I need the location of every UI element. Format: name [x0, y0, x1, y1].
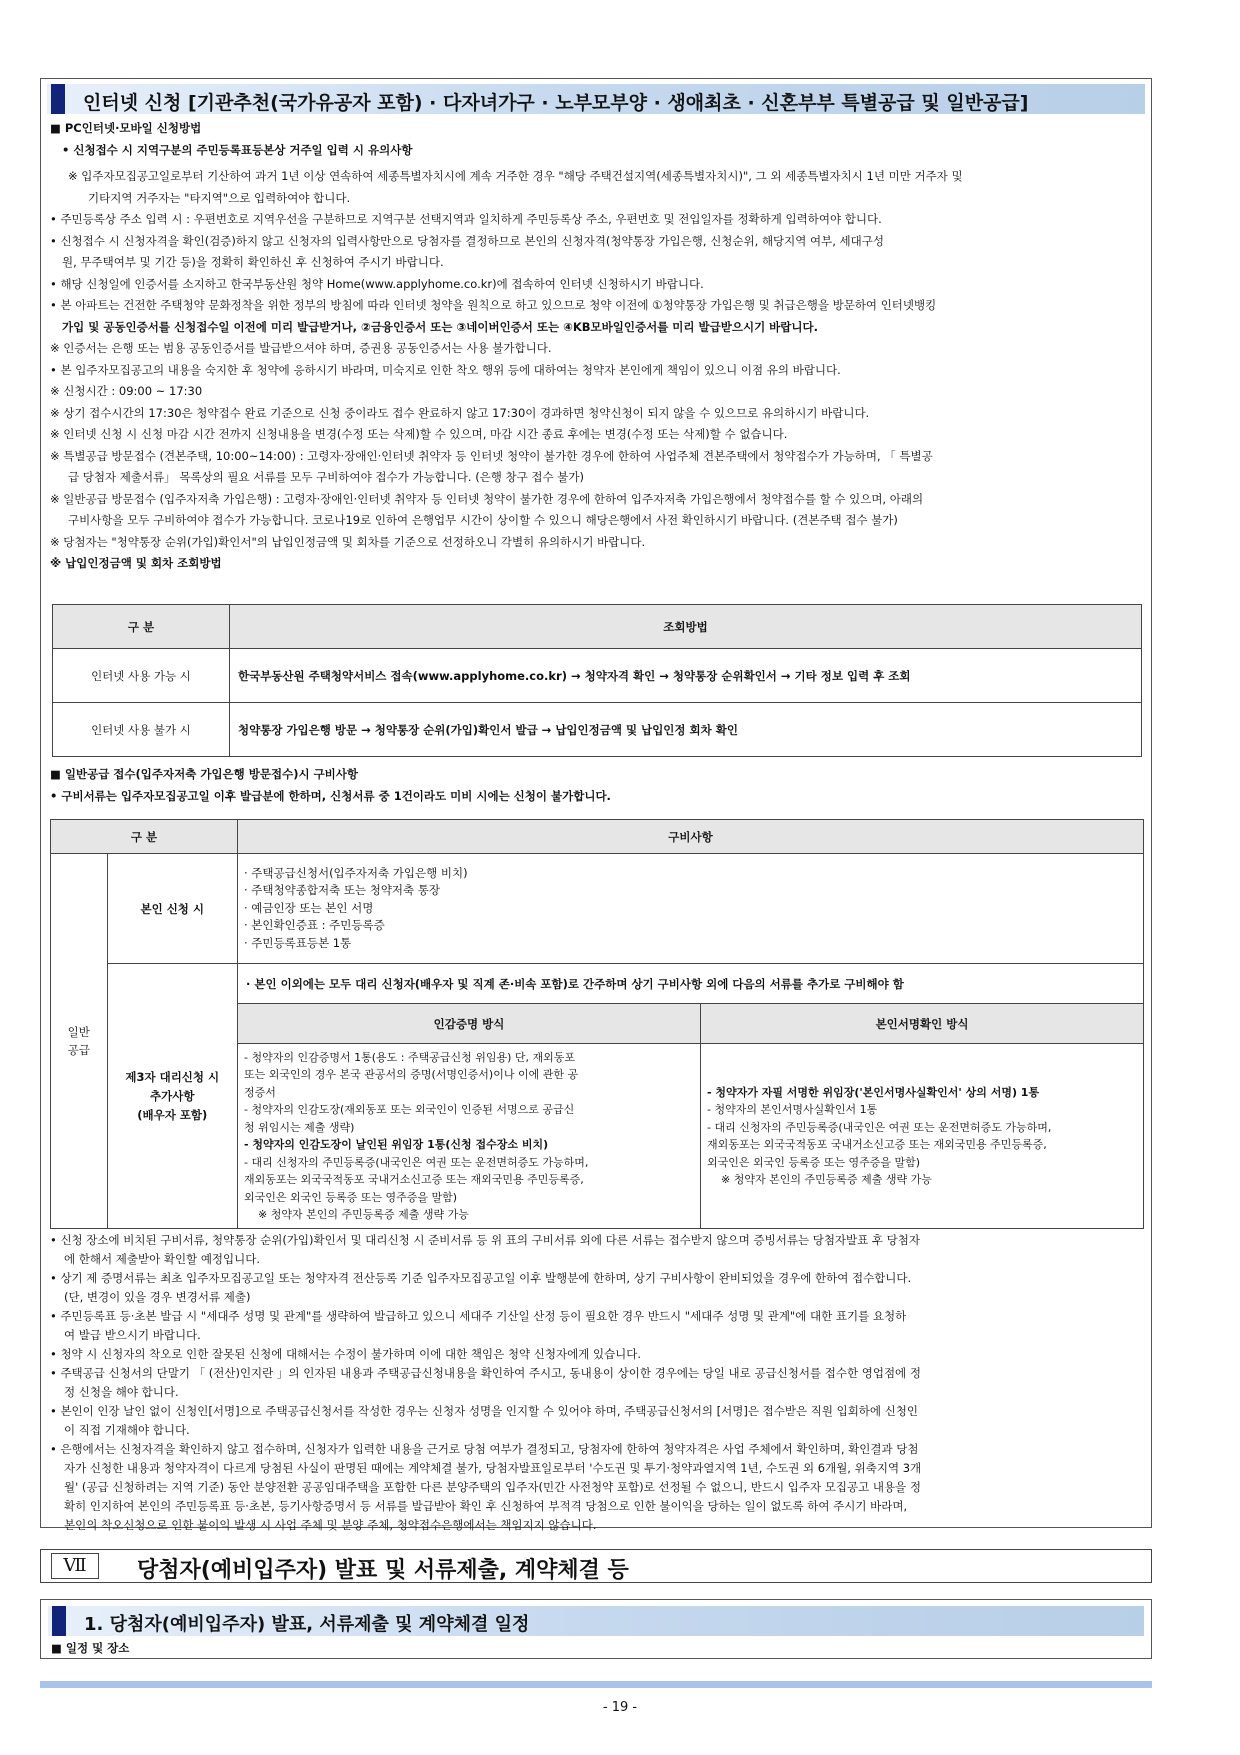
line-11: ※ 신청시간 : 09:00 ~ 17:30: [50, 384, 203, 398]
self-item: · 주민등록표등본 1통: [244, 935, 352, 950]
seal-item: 재외동포는 외국국적동포 국내거소신고증 또는 재외국민용 주민등록증,: [244, 1173, 584, 1186]
seal-certificate-method-header: 인감증명 방식: [238, 1004, 701, 1044]
seal-item: - 청약자의 인감증명서 1통(용도 : 주택공급신청 위임용) 단, 재외동포: [244, 1050, 575, 1064]
table1-header-category: 구 분: [53, 605, 230, 649]
pc-heading: ■ PC인터넷·모바일 신청방법: [50, 121, 202, 135]
signature-item: ※ 청약자 본인의 주민등록증 제출 생략 가능: [721, 1173, 932, 1186]
note-line: 여 발급 받으시기 바랍니다.: [64, 1328, 201, 1342]
table2-group-label: 일반 공급: [51, 854, 108, 1229]
note-line: 본인의 착오신청으로 인한 불이익 발생 시 사업 주체 및 분양 주체, 청약접수은행에서는 책임지지 않습니다.: [64, 1518, 597, 1532]
note-line: • 주택공급 신청서의 단말기 「 (전산)인지란 」의 인자된 내용과 주택공급신청내용을 확인하여 주시고, 동내용이 상이한 경우에는 당일 내로 공급신청서를 접수한 영업점에 정: [50, 1366, 921, 1380]
line-14: ※ 특별공급 방문접수 (견본주택, 10:00~14:00) : 고령자·장애인·인터넷 취약자 등 인터넷 청약이 불가한 경우에 한하여 사업주체 견본주택에서 청약접수가 가능하며, 「 특별공: [50, 448, 933, 463]
note-line: (단, 변경이 있을 경우 변경서류 제출): [64, 1290, 251, 1304]
signature-item: 재외동포는 외국국적동포 국내거소신고증 또는 재외국민용 주민등록증,: [707, 1138, 1047, 1151]
subsection-title: 1. 당첨자(예비입주자) 발표, 서류제출 및 계약체결 일정: [84, 1614, 530, 1635]
table1-header-method: 조회방법: [230, 605, 1142, 649]
line-3: • 주민등록상 주소 입력 시 : 우편번호로 지역우선을 구분하므로 지역구분 선택지역과 일치하게 주민등록상 주소, 우편번호 및 전입일자를 정확하게 입력하여야 합니다.: [50, 212, 882, 226]
note-line: 자가 신청한 내용과 청약자격이 다르게 당첨된 사실이 판명된 때에는 계약체결 불가, 당첨자발표일로부터 '수도권 및 투기·청약과열지역 1년, 수도권 외 6개월, 위축지역 3개: [64, 1461, 922, 1475]
table1-row2-method: 청약통장 가입은행 방문 → 청약통장 순위(가입)확인서 발급 → 납입인정금액 및 납입인정 회차 확인: [230, 703, 1142, 757]
seal-item: 정증서: [244, 1085, 276, 1099]
chapter-header: [40, 1549, 1152, 1583]
signature-item: - 청약자의 본인서명사실확인서 1통: [707, 1103, 878, 1116]
section-title: 인터넷 신청 [기관추천(국가유공자 포함) · 다자녀가구 · 노부모부양 · 생애최초 · 신혼부부 특별공급 및 일반공급]: [83, 92, 1029, 114]
intro-text: [50, 118, 1144, 575]
line-18: ※ 당첨자는 "청약통장 순위(가입)확인서"의 납입인정금액 및 회차를 기준으로 선정하오니 각별히 유의하시기 바랍니다.: [50, 534, 646, 549]
line-17: 구비사항을 모두 구비하여야 접수가 가능합니다. 코로나19로 인하여 은행업무 시간이 상이할 수 있으니 해당은행에서 사전 확인하시기 바랍니다. (견본주택 접수 불가): [68, 513, 898, 527]
note-line: • 주민등록표 등·초본 발급 시 "세대주 성명 및 관계"를 생략하여 발급하고 있으니 세대주 기산일 산정 등이 필요한 경우 반드시 "세대주 성명 및 관계"에 대한 표기를 요청하: [50, 1309, 907, 1323]
note-line: 정 신청을 해야 합니다.: [64, 1385, 179, 1399]
seal-item: - 청약자의 인감도장(재외동포 또는 외국인이 인증된 서명으로 공급신: [244, 1103, 575, 1116]
table1-row1-method: 한국부동산원 주택청약서비스 접속(www.applyhome.co.kr) → 청약자격 확인 → 청약통장 순위확인서 → 기타 정보 입력 후 조회: [230, 649, 1142, 703]
note-line: • 신청 장소에 비치된 구비서류, 청약통장 순위(가입)확인서 및 대리신청 시 준비서류 등 위 표의 구비서류 외에 다른 서류는 접수받지 않으며 증빙서류는 당첨자발표 후 당첨자: [50, 1233, 921, 1247]
note-line: • 청약 시 신청자의 착오로 인한 잘못된 신청에 대해서는 수정이 불가하며 이에 대한 책임은 청약 신청자에게 있습니다.: [50, 1347, 642, 1361]
line-6: • 해당 신청일에 인증서를 소지하고 한국부동산원 청약 Home(www.applyhome.co.kr)에 접속하여 인터넷 신청하시기 바랍니다.: [50, 276, 704, 291]
table1-row2-label: 인터넷 사용 불가 시: [53, 703, 230, 757]
note-line: 월' (공급 신청하려는 지역 기준) 동안 분양전환 공공임대주택을 포함한 다른 분양주택의 입주자(민간 사전청약 포함)로 선정될 수 없으니, 반드시 입주자 모집공고 내용을 정: [64, 1480, 921, 1494]
note-line: 이 직접 기재해야 합니다.: [64, 1423, 190, 1437]
line-9: ※ 인증서는 은행 또는 범용 공동인증서를 발급받으셔야 하며, 증권용 공동인증서는 사용 불가합니다.: [50, 341, 552, 355]
note-line: 확히 인지하여 본인의 주민등록표 등·초본, 등기사항증명서 등 서류를 발급받아 확인 후 신청하여 부적격 당첨으로 인한 불이익을 당하는 일이 없도록 하여 주시기 바라며,: [64, 1499, 908, 1513]
seal-certificate-items: [238, 1044, 701, 1229]
table1-row1-label: 인터넷 사용 가능 시: [53, 649, 230, 703]
self-application-items: [238, 854, 1144, 964]
self-item: · 예금인장 또는 본인 서명: [244, 900, 374, 915]
line-16: ※ 일반공급 방문접수 (입주자저축 가입은행) : 고령자·장애인·인터넷 취약자 등 인터넷 청약이 불가한 경우에 한하여 입주자저축 가입은행에서 청약접수를 할 수 있으며, 아래의: [50, 491, 924, 506]
section-header: [47, 84, 1145, 114]
seal-item: - 청약자의 인감도장이 날인된 위임장 1통(신청 접수장소 비치): [244, 1138, 549, 1151]
seal-item: ※ 청약자 본인의 주민등록증 제출 생략 가능: [258, 1208, 469, 1221]
signature-method-header: 본인서명확인 방식: [701, 1004, 1144, 1044]
note-line: • 은행에서는 신청자격을 확인하지 않고 접수하며, 신청자가 입력한 내용을 근거로 당첨 여부가 결정되고, 당첨자에 한하여 청약자격은 사업 주체에서 확인하며, 확인결과 당첨: [50, 1442, 919, 1456]
line-2: 기타지역 거주자는 "타지역"으로 입력하여야 합니다.: [88, 190, 351, 205]
signature-item: - 청약자가 자필 서명한 위임장('본인서명사실확인서' 상의 서명) 1통: [707, 1085, 1040, 1099]
sec2-heading: ■ 일반공급 접수(입주자저축 가입은행 방문접수)시 구비사항: [50, 767, 359, 781]
requirements-intro: [50, 764, 1144, 807]
subsection-box: [40, 1599, 1152, 1659]
chapter-title: 당첨자(예비입주자) 발표 및 서류제출, 계약체결 등: [137, 1558, 629, 1583]
self-item: · 주택공급신청서(입주자저축 가입은행 비치): [244, 865, 468, 880]
requirements-notes: [50, 1231, 1144, 1535]
line-0: • 신청접수 시 지역구분의 주민등록표등본상 거주일 입력 시 유의사항: [62, 142, 413, 157]
line-12: ※ 상기 접수시간의 17:30은 청약접수 완료 기준으로 신청 중이라도 접수 완료하지 않고 17:30이 경과하면 청약신청이 되지 않을 수 있으므로 유의하시기 바랍니다.: [50, 405, 870, 420]
subsection-accent-bar: [52, 1606, 66, 1636]
lookup-method-table: [52, 604, 1142, 757]
self-item: · 본인확인증표 : 주민등록증: [244, 918, 385, 933]
self-application-label: 본인 신청 시: [107, 854, 238, 964]
line-19: ※ 납입인정금액 및 회차 조회방법: [50, 556, 222, 570]
note-line: 에 한해서 제출받아 확인할 예정입니다.: [64, 1252, 261, 1266]
requirements-table: [50, 819, 1144, 1229]
line-13: ※ 인터넷 신청 시 신청 마감 시간 전까지 신청내용을 변경(수정 또는 삭제)할 수 있으며, 마감 시간 종료 후에는 변경(수정 또는 삭제)할 수 없습니다.: [50, 427, 788, 441]
self-item: · 주택청약종합저축 또는 청약저축 통장: [244, 883, 441, 898]
signature-item: 외국인은 외국인 등록증 또는 영주증을 말함): [707, 1155, 921, 1169]
seal-item: 청 위임시는 제출 생략): [244, 1120, 355, 1134]
line-1: ※ 입주자모집공고일로부터 기산하여 과거 1년 이상 연속하여 세종특별자치시에 계속 거주한 경우 "해당 주택건설지역(세종특별자치시)", 그 외 세종특별자치시 1년 미만 거주자 및: [68, 169, 963, 183]
line-5: 원, 무주택여부 및 기간 등)을 정확히 확인하신 후 신청하여 주시기 바랍니다.: [62, 255, 444, 269]
line-15: 급 당첨자 제출서류」 목록상의 필요 서류를 모두 구비하여야 접수가 가능합니다. (은행 창구 접수 불가): [68, 470, 585, 484]
line-8: 가입 및 공동인증서를 신청접수일 이전에 미리 발급받거나, ②금융인증서 또는 ③네이버인증서 또는 ④KB모바일인증서를 미리 발급받으시기 바랍니다.: [62, 319, 818, 334]
note-line: • 본인이 인장 날인 없이 신청인[서명]으로 주택공급신청서를 작성한 경우는 신청자 성명을 인지할 수 있어야 하며, 주택공급신청서의 [서명]은 접수받은 직원 입회하에 신청인: [50, 1404, 919, 1418]
proxy-application-label: 제3자 대리신청 시 추가사항 (배우자 포함): [107, 964, 238, 1229]
signature-method-items: [701, 1044, 1144, 1229]
subsection-header: [48, 1606, 1144, 1636]
footer-rule: [40, 1681, 1152, 1688]
line-7: • 본 아파트는 건전한 주택청약 문화정착을 위한 정부의 방침에 따라 인터넷 청약을 원칙으로 하고 있으므로 청약 이전에 ①청약통장 가입은행 및 취급은행을 방문하여 인터넷뱅킹: [50, 298, 937, 312]
table2-header-category: 구 분: [51, 820, 238, 854]
sec2-line: • 구비서류는 입주자모집공고일 이후 발급분에 한하며, 신청서류 중 1건이라도 미비 시에는 신청이 불가합니다.: [50, 788, 611, 803]
line-10: • 본 입주자모집공고의 내용을 숙지한 후 청약에 응하시기 바라며, 미숙지로 인한 착오 행위 등에 대하여는 청약자 본인에게 책임이 있으니 이점 유의 바랍니다.: [50, 362, 841, 377]
note-line: • 상기 제 증명서류는 최초 입주자모집공고일 또는 청약자격 전산등록 기준 입주자모집공고일 이후 발행분에 한하며, 상기 구비사항이 완비되었을 경우에 한하여 접수합니다.: [50, 1271, 912, 1285]
seal-item: 외국인은 외국인 등록증 또는 영주증을 말함): [244, 1190, 458, 1204]
schedule-heading: ■ 일정 및 장소: [51, 1641, 130, 1655]
chapter-number: Ⅶ: [51, 1553, 99, 1579]
table2-header-items: 구비사항: [238, 820, 1144, 854]
page-number: - 19 -: [602, 1700, 638, 1715]
proxy-note: · 본인 이외에는 모두 대리 신청자(배우자 및 직계 존·비속 포함)로 간주하며 상기 구비사항 외에 다음의 서류를 추가로 구비해야 함: [238, 964, 1144, 1004]
signature-item: - 대리 신청자의 주민등록증(내국인은 여권 또는 운전면허증도 가능하며,: [707, 1120, 1052, 1134]
line-4: • 신청접수 시 신청자격을 확인(검증)하지 않고 신청자의 입력사항만으로 당첨자를 결정하므로 본인의 신청자격(청약통장 가입은행, 신청순위, 해당지역 여부, 세대구성: [50, 233, 884, 248]
header-accent-bar: [51, 84, 65, 114]
seal-item: 또는 외국인의 경우 본국 관공서의 증명(서명인증서)이나 이에 관한 공: [244, 1068, 579, 1081]
seal-item: - 대리 신청자의 주민등록증(내국인은 여권 또는 운전면허증도 가능하며,: [244, 1155, 589, 1169]
